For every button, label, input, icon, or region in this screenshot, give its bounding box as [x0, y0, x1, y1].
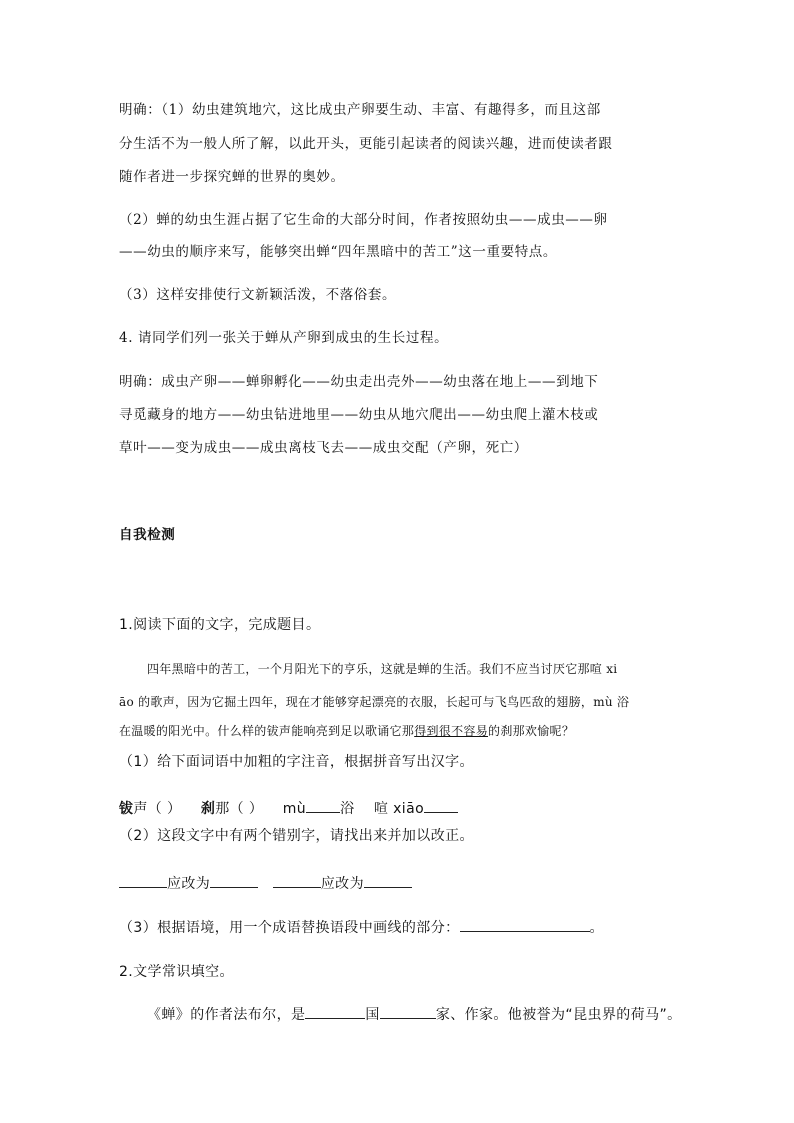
q2-text-part-3: 家、作家。他被誉为“昆虫界的荷马”。 [435, 1007, 682, 1023]
answer-blank[interactable] [210, 873, 258, 888]
answer-4-line-3: 草叶——变为成虫——成虫离枝飞去——成虫交配（产卵，死亡） [119, 440, 528, 456]
question-2-title: 2.文学常识填空。 [119, 964, 234, 980]
question-1-1-items [119, 798, 458, 819]
q2-text-part-1: 《蝉》的作者法布尔，是 [147, 1007, 306, 1023]
answer-1-line-1: 明确：（1）幼虫建筑地穴，这比成虫产卵要生动、丰富、有趣得多，而且这部 [119, 102, 601, 118]
answer-blank[interactable] [119, 873, 167, 888]
answer-4-line-1: 明确：成虫产卵——蝉卵孵化——幼虫走出壳外——幼虫落在地上——到地下 [119, 374, 599, 390]
underlined-phrase: 得到很不容易 [414, 724, 489, 738]
item-1-rest: 声（ ） [133, 801, 182, 817]
item-3-rest: 浴 [340, 801, 355, 817]
passage-line-3 [119, 721, 574, 741]
answer-2-line-1: （2）蝉的幼虫生涯占据了它生命的大部分时间，作者按照幼虫——成虫——卵 [119, 212, 608, 228]
passage-line-3-end: 的刹那欢愉呢？ [488, 724, 575, 738]
passage-line-1: 四年黑暗中的苦工，一个月阳光下的亨乐，这就是蝉的生活。我们不应当讨厌它那喧 xi [147, 662, 618, 676]
question-1-3-end: 。 [589, 920, 604, 936]
answer-4-line-2: 寻觅藏身的地方——幼虫钻进地里——幼虫从地穴爬出——幼虫爬上灌木枝或 [119, 407, 599, 423]
answer-3: （3）这样安排使行文新颖活泼，不落俗套。 [119, 287, 397, 303]
answer-blank[interactable] [460, 917, 590, 932]
item-3-pinyin: mù [282, 801, 307, 817]
item-2-rest: 那（ ） [215, 801, 264, 817]
q2-text-part-2: 国 [365, 1007, 380, 1023]
answer-1-line-3: 随作者进一步探究蝉的世界的奥妙。 [119, 169, 345, 185]
answer-blank[interactable] [306, 798, 340, 813]
answer-blank[interactable] [424, 798, 458, 813]
question-4: 4. 请同学们列一张关于蝉从产卵到成虫的生长过程。 [119, 330, 449, 346]
passage-line-2: āo 的歌声，因为它掘土四年，现在才能够穿起漂亮的衣服，长起可与飞鸟匹敌的翅膀，mù 浴 [119, 695, 630, 709]
section-title: 自我检测 [119, 527, 176, 543]
question-1-1: （1）给下面词语中加粗的字注音，根据拼音写出汉字。 [119, 754, 474, 770]
answer-blank[interactable] [305, 1004, 365, 1019]
bold-char-bo: 钹 [119, 801, 134, 817]
answer-blank[interactable] [273, 873, 321, 888]
item-4: 喧 xiāo [373, 801, 425, 817]
passage-line-3-start: 在温暖的阳光中。什么样的钹声能响亮到足以歌诵它那 [119, 724, 415, 738]
correction-label: 应改为 [320, 876, 364, 892]
answer-blank[interactable] [364, 873, 412, 888]
question-1-3-text: （3）根据语境，用一个成语替换语段中画线的部分： [119, 920, 460, 936]
answer-1-line-2: 分生活不为一般人所了解，以此开头，更能引起读者的阅读兴趣，进而使读者跟 [119, 136, 613, 152]
question-1-3 [119, 917, 604, 938]
question-1-2: （2）这段文字中有两个错别字，请找出来并加以改正。 [119, 828, 474, 844]
bold-char-cha: 刹 [200, 801, 216, 817]
question-1-2-blanks [119, 873, 412, 894]
question-1-title: 1.阅读下面的文字，完成题目。 [119, 617, 321, 633]
correction-label: 应改为 [167, 876, 211, 892]
answer-2-line-2: ——幼虫的顺序来写，能够突出蝉“四年黑暗中的苦工”这一重要特点。 [119, 244, 558, 260]
question-2-text [147, 1004, 682, 1025]
answer-blank[interactable] [380, 1004, 436, 1019]
